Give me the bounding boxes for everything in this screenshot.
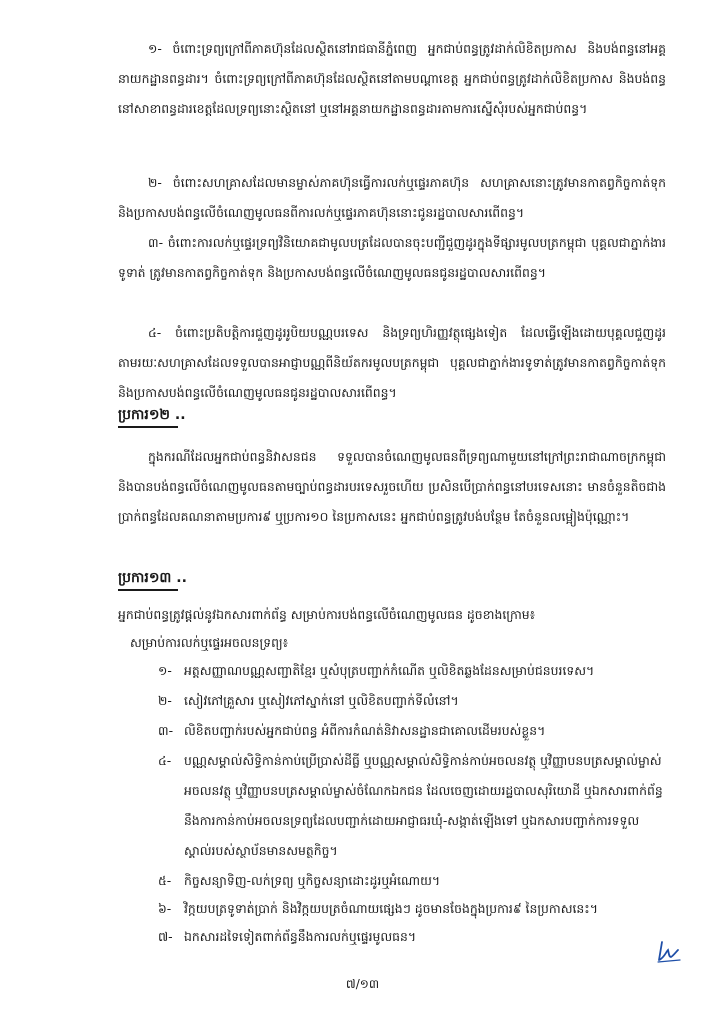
paragraph-1: ១- ចំពោះទ្រព្យក្រៅពីភាគហ៊ុនដែលស្ថិតនៅរាជធានីភ្នំពេញ អ្នកជាប់ពន្ធត្រូវដាក់លិខិតប្រកាស និងបង់ពន្ធនៅអគ្គនាយកដ្ឋានពន្ធដារ។ ចំពោះទ្រព្យក្រៅពីភាគហ៊ុនដែលស្ថិតនៅតាមបណ្តាខេត្ត អ្នកជាប់ពន្ធត្រូវដាក់លិខិតប្រកាស និងបង់ពន្ធនៅសាខាពន្ធដារខេត្តដែលទ្រព្យនោះស្ថិតនៅ ឬនៅអគ្គនាយកដ្ឋានពន្ធដារតាមការស្នើសុំរបស់អ្នកជាប់ពន្ធ។ [118,41,666,116]
list-item-text: វិក្កយបត្រទូទាត់ប្រាក់ និងវិក្កយបត្រចំណាយផ្សេងៗ ដូចមានចែងក្នុងប្រការ៩ នៃប្រកាសនេះ។ [184,901,598,916]
list-item-text: បណ្ណសម្គាល់សិទ្ធិកាន់កាប់ប្រើប្រាស់ដីធ្លី ឬបណ្ណសម្គាល់សិទ្ធិកាន់កាប់អចលនវត្ថុ ឬវិញ្ញាបនបត្រសម្គាល់ម្ចាស់អចលនវត្ថុ ឬវិញ្ញាបនបត្រសម្គាល់ម្ចាស់ចំណែកឯកជន ដែលចេញដោយរដ្ឋបាលសុរិយោដី ឬឯកសារពាក់ព័ន្ធនឹងការកាន់កាប់អចលនទ្រព្យដែលបញ្ជាក់ដោយអាជ្ញាធរឃុំ-សង្កាត់ឡើងទៅ ឬឯកសារបញ្ជាក់ការទទួលស្គាល់របស់ស្ថាប័នមានសមត្ថកិច្ច។ [184,753,663,858]
list-item-number: ២- [158,693,172,708]
article-12-text: ក្នុងករណីដែលអ្នកជាប់ពន្ធនិវាសនជន ទទួលបានចំណេញមូលធនពីទ្រព្យណាមួយនៅក្រៅព្រះរាជាណាចក្រកម្ពុជា និងបានបង់ពន្ធលើចំណេញមូលធនតាមច្បាប់ពន្ធដារបរទេសរួចហើយ ប្រសិនបើប្រាក់ពន្ធនៅបរទេសនោះ មានចំនួនតិចជាងប្រាក់ពន្ធដែលគណនាតាមប្រការ៩ ឬប្រការ១០ នៃប្រកាសនេះ អ្នកជាប់ពន្ធត្រូវបង់បន្ថែម តែចំនួនលម្អៀងប៉ុណ្ណោះ។ [118,449,666,524]
list-item [158,686,666,716]
list-item-text: លិខិតបញ្ជាក់របស់អ្នកជាប់ពន្ធ អំពីការកំណត់និវាសនដ្ឋានជាគោលដើមរបស់ខ្លួន។ [184,723,546,738]
list-item-number: ៣- [158,723,174,738]
handwritten-initial-mark [656,938,682,964]
list-item-number: ៦- [158,901,172,916]
list-item-text: សៀវភៅគ្រួសារ ឬសៀវភៅស្នាក់នៅ ឬលិខិតបញ្ជាក់ទីលំនៅ។ [184,693,459,708]
article-13-intro: អ្នកជាប់ពន្ធត្រូវផ្តល់នូវឯកសារពាក់ព័ន្ធ សម្រាប់ការបង់ពន្ធលើចំណេញមូលធន ដូចខាងក្រោម៖ [118,607,536,622]
list-item-text: ឯកសារដទៃទៀតពាក់ព័ន្ធនឹងការលក់ឬផ្ទេរមូលធន។ [184,929,417,944]
list-item [158,716,666,746]
list-item-text: អត្តសញ្ញាណបណ្ណសញ្ជាតិខ្មែរ ឬសំបុត្របញ្ជាក់កំណើត ឬលិខិតឆ្លងដែនសម្រាប់ជនបរទេស។ [184,663,595,678]
paragraph-3: ៣- ចំពោះការលក់ឬផ្ទេរទ្រព្យវិនិយោគជាមូលបត្រដែលបានចុះបញ្ជីជួញដូរក្នុងទីផ្សារមូលបត្រកម្ពុជា បុគ្គលជាភ្នាក់ងារទូទាត់ ត្រូវមានកាតព្វកិច្ចកាត់ទុក និងប្រកាសបង់ពន្ធលើចំណេញមូលធនជូនរដ្ឋបាលសារពើពន្ធ។ [118,235,666,280]
list-item-number: ៧- [158,929,173,944]
article-13-heading: ប្រការ១៣ .. [118,570,187,586]
list-item-number: ១- [158,663,172,678]
article-13-subheading: សម្រាប់ការលក់ឬផ្ទេរអចលនទ្រព្យ៖ [130,635,289,650]
paragraph-4: ៤- ចំពោះប្រតិបត្តិការជួញដូររូបិយបណ្ណបរទេស និងទ្រព្យហិរញ្ញវត្ថុផ្សេងទៀត ដែលធ្វើឡើងដោយបុគ្គលជួញដូរតាមរយៈសហគ្រាសដែលទទួលបានអាជ្ញាបណ្ណពីនិយ័តករមូលបត្រកម្ពុជា បុគ្គលជាភ្នាក់ងារទូទាត់ត្រូវមានកាតព្វកិច្ចកាត់ទុក និងប្រកាសបង់ពន្ធលើចំណេញមូលធនជូនរដ្ឋបាលសារពើពន្ធ។ [118,325,666,400]
list-item [158,894,666,924]
list-item-number: ៤- [158,753,172,768]
list-item [158,922,666,952]
article-13-underline [118,589,178,591]
paragraph-2: ២- ចំពោះសហគ្រាសដែលមានម្ចាស់ភាគហ៊ុនធ្វើការលក់ឬផ្ទេរភាគហ៊ុន សហគ្រាសនោះត្រូវមានកាតព្វកិច្ចកាត់ទុក និងប្រកាសបង់ពន្ធលើចំណេញមូលធនពីការលក់ឬផ្ទេរភាគហ៊ុននោះជូនរដ្ឋបាលសារពើពន្ធ។ [118,175,666,220]
page-number: ៧/១៣ [345,977,380,991]
list-item [158,656,666,686]
list-item-number: ៥- [158,873,172,888]
article-12-underline [118,426,178,428]
article-12-heading: ប្រការ១២ .. [118,407,186,423]
list-item [158,746,666,866]
list-item-text: កិច្ចសន្យាទិញ-លក់ទ្រព្យ ឬកិច្ចសន្យាដោះដូរឬអំណោយ។ [184,873,441,888]
list-item [158,866,666,896]
